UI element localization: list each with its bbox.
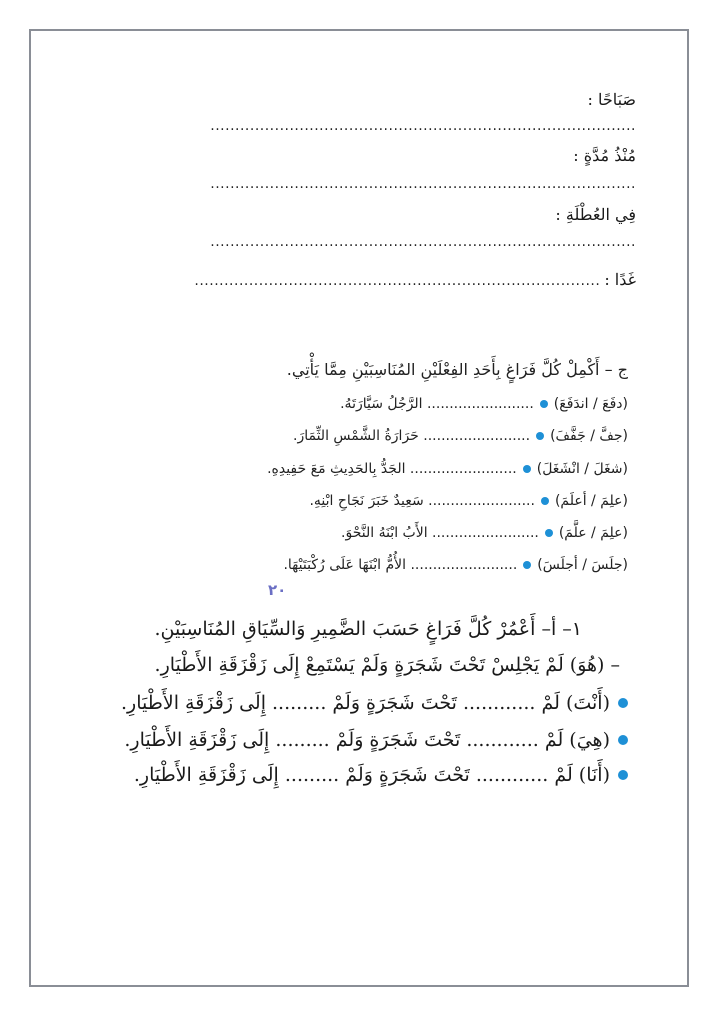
verb-options: (علِمَ / علَّمَ) [558,525,628,541]
verb-options: (جفَّ / جَفَّفَ) [550,428,628,444]
fill-sentence: ........................ حَرَارَةُ الشَّمْسِ الثِّمَارَ. [293,428,531,444]
exercise-a-row [124,729,628,751]
bullet-icon [541,497,549,505]
fill-sentence: (أَنَا) لَمْ ............ تَحْتَ شَجَرَةٍ وَلَمْ ......... إِلَى زَقْزَقَةِ الأَطْيَارِ. [133,764,610,786]
bullet-icon [540,400,548,408]
verb-options: (دفَعَ / اندَفَعَ) [553,396,628,412]
timeline-label-tomorrow: غَدًا : [604,270,636,289]
exercise-c-row [267,461,628,477]
bullet-icon [618,770,628,780]
exercise-c-row [293,428,628,444]
timeline-dots-morning: ...................................................................................... [210,118,636,134]
exercise-a-row [134,764,628,786]
exercise-c-row [309,493,628,509]
timeline-label-while-ago: مُنْذُ مُدَّةٍ : [573,146,636,165]
timeline-dots-holiday: ...................................................................................... [210,234,636,250]
bullet-icon [618,735,628,745]
timeline-label-holiday: فِي العُطْلَةِ : [555,205,636,224]
verb-options: (شغَلَ / انْشَغَلَ) [536,461,628,477]
fill-sentence: ........................ الأُمُّ ابْنَهَا عَلَى رُكْبَتَيْهَا. [283,557,518,573]
verb-options: (علِمَ / أعلَمَ) [554,493,628,509]
exercise-c-title: ج – أَكْمِلْ كُلَّ فَرَاغٍ بِأَحَدِ الفِعْلَيْنِ المُنَاسِبَيْنِ مِمَّا يَأْتِي. [286,360,628,379]
fill-sentence: ........................ سَعِيدٌ خَبَرَ نَجَاحِ ابْنِهِ. [309,493,535,509]
bullet-icon [618,698,628,708]
fill-sentence: (هِيَ) لَمْ ............ تَحْتَ شَجَرَةٍ وَلَمْ ......... إِلَى زَقْزَقَةِ الأَطْيَارِ. [124,729,610,751]
exercise-a-row [121,692,628,714]
timeline-label-morning: صَبَاحًا : [587,90,636,109]
exercise-a-example: – (هُوَ) لَمْ يَجْلِسْ تَحْتَ شَجَرَةٍ وَلَمْ يَسْتَمِعْ إِلَى زَقْزَقَةِ الأَطْيَارِ. [154,654,620,676]
exercise-c-row [283,557,628,573]
timeline-dots-while-ago: ...................................................................................... [210,176,636,192]
verb-options: (جلَسَ / أجلَسَ) [537,557,628,573]
fill-sentence: ........................ الجَدُّ بِالحَدِيثِ مَعَ حَفِيدِهِ. [267,461,517,477]
exercise-c-row [340,396,628,412]
timeline-row-tomorrow [194,270,636,289]
timeline-dots-tomorrow: .................................................................................. [194,273,601,289]
exercise-a-title: ١– أ– أَعْمُرْ كُلَّ فَرَاغٍ حَسَبَ الضَّمِيرِ وَالسِّيَاقِ المُنَاسِبَيْنِ. [154,618,582,640]
bullet-icon [536,432,544,440]
bullet-icon [523,465,531,473]
page-number: ٢٠ [268,581,287,599]
fill-sentence: (أَنْتَ) لَمْ ............ تَحْتَ شَجَرَةٍ وَلَمْ ......... إِلَى زَقْزَقَةِ الأَطْيَارِ. [121,692,610,714]
bullet-icon [545,529,553,537]
bullet-icon [523,561,531,569]
fill-sentence: ........................ الرَّجُلُ سَيَّارَتَهُ. [340,396,534,412]
exercise-c-row [341,525,628,541]
fill-sentence: ........................ الأَبُ ابْنَهُ النَّحْوَ. [341,525,539,541]
